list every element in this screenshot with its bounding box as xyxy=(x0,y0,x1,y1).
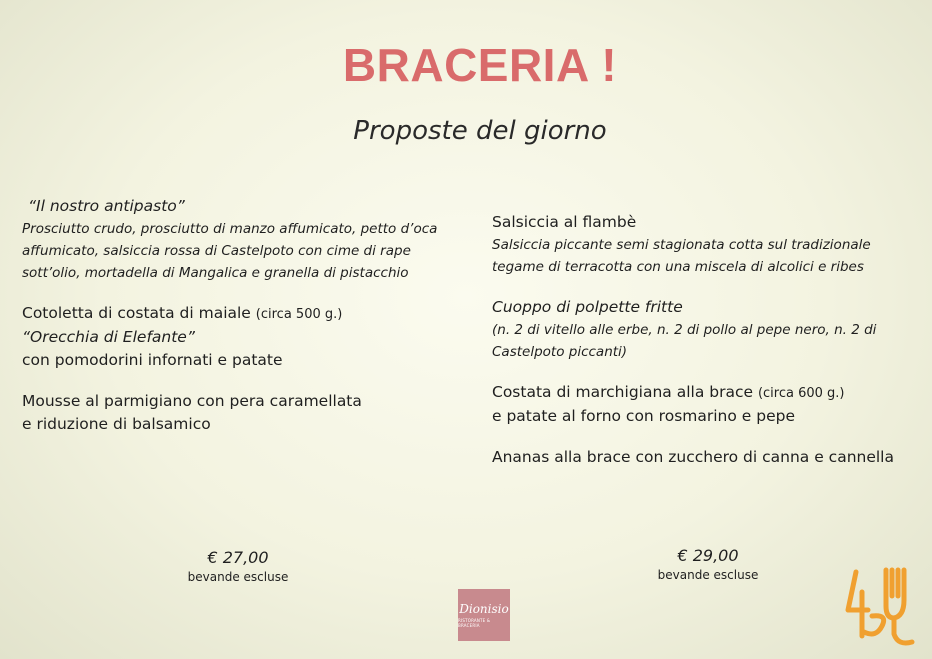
page-title: BRACERIA ! xyxy=(342,39,618,91)
cotoletta-nickname xyxy=(22,326,462,349)
costata-side: e patate al forno con rosmarino e pepe xyxy=(492,407,795,425)
ananas-line: Ananas alla brace con zucchero di canna e cannella xyxy=(492,448,894,466)
antipasto-desc-line: affumicato, salsiccia rossa di Castelpoto con cime di rape xyxy=(22,243,411,259)
cotoletta-item xyxy=(22,302,462,372)
right-price-amount: € 29,00 xyxy=(677,546,739,565)
costata-line xyxy=(492,381,922,405)
left-price xyxy=(168,548,308,584)
right-menu-column xyxy=(492,211,922,487)
dionisio-logo xyxy=(458,589,510,641)
cotoletta-side: con pomodorini infornati e patate xyxy=(22,351,283,369)
page-subtitle: Proposte del giorno xyxy=(353,116,607,146)
left-price-note: bevande escluse xyxy=(187,570,289,584)
mousse-item xyxy=(22,390,462,436)
cotoletta-name: Cotoletta di costata di maiale xyxy=(22,304,251,322)
salsiccia-item xyxy=(492,211,922,278)
cotoletta-line xyxy=(22,302,462,326)
left-price-amount: € 27,00 xyxy=(207,548,269,567)
salsiccia-desc-line: Salsiccia piccante semi stagionata cotta sul tradizionale xyxy=(492,237,871,253)
antipasto-title: “Il nostro antipasto” xyxy=(28,197,185,215)
cuoppo-desc-line: Castelpoto piccanti) xyxy=(492,344,628,360)
antipasto-desc-line: Prosciutto crudo, prosciutto di manzo affumicato, petto d’oca xyxy=(22,221,438,237)
salsiccia-desc-line: tegame di terracotta con una miscela di alcolici e ribes xyxy=(492,259,864,275)
mousse-line: e riduzione di balsamico xyxy=(22,415,211,433)
right-price xyxy=(638,546,778,582)
costata-name: Costata di marchigiana alla brace xyxy=(492,383,754,401)
antipasto-item xyxy=(22,195,462,284)
mousse-line: Mousse al parmigiano con pera caramellata xyxy=(22,392,362,410)
antipasto-desc-line: sott’olio, mortadella di Mangalica e granella di pistacchio xyxy=(22,265,409,281)
logo-name: Dionisio xyxy=(459,602,509,616)
cuoppo-title: Cuoppo di polpette fritte xyxy=(492,298,683,316)
cotoletta-nickname-text: “Orecchia di Elefante” xyxy=(22,328,195,346)
costata-item xyxy=(492,381,922,428)
cuoppo-item xyxy=(492,296,922,363)
right-price-note: bevande escluse xyxy=(657,568,759,582)
cotoletta-weight: (circa 500 g.) xyxy=(255,307,343,322)
cuoppo-desc-line: (n. 2 di vitello alle erbe, n. 2 di pollo al pepe nero, n. 2 di xyxy=(492,322,877,338)
fork-knife-logo-icon xyxy=(842,566,918,650)
left-menu-column xyxy=(22,195,462,454)
logo-tagline: RISTORANTE & BRACERIA xyxy=(458,618,491,628)
salsiccia-title: Salsiccia al flambè xyxy=(492,213,637,231)
ananas-item xyxy=(492,446,922,469)
costata-weight: (circa 600 g.) xyxy=(757,386,845,401)
